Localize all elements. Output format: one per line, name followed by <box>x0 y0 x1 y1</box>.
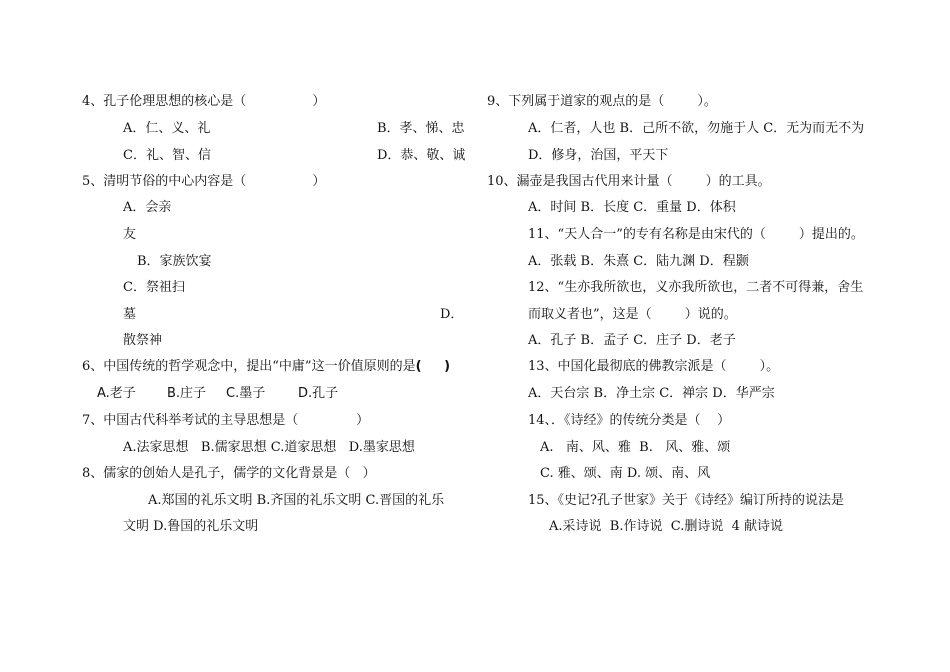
option-a-continued: 友 <box>123 227 137 242</box>
option-d-continued: 散祭神 <box>123 333 163 348</box>
question-8-options-line-1: A.郑国的礼乐文明 B.齐国的礼乐文明 C.晋国的礼乐 <box>148 493 445 508</box>
option-d: D．恭、敬、诚 <box>377 148 466 163</box>
question-5: 5、清明节俗的中心内容是（ ） <box>82 174 326 189</box>
question-9-options-line-1: A．仁者，人也 B．己所不欲，勿施于人 C．无为而无不为 <box>528 121 865 136</box>
question-12-continued: 而取义者也”，这是（ ）说的。 <box>528 307 737 322</box>
question-15: 15、《史记?孔子世家》关于《诗经》编订所持的说法是 <box>528 493 845 508</box>
question-4: 4、孔子伦理思想的核心是（ ） <box>82 94 326 109</box>
question-11: 11、“天人合一”的专有名称是由宋代的（ ）提出的。 <box>528 227 864 242</box>
option-d: D． <box>440 307 464 322</box>
question-11-options: A．张载 B．朱熹 C．陆九渊 D．程颢 <box>528 254 749 269</box>
question-9-options-line-2: D．修身，治国，平天下 <box>528 148 669 163</box>
question-14-options-line-2: C. 雅、颂、南 D. 颂、南、风 <box>540 466 711 481</box>
option-a: A．仁、义、礼 <box>123 121 211 136</box>
answer-paren: ( ) <box>415 359 451 374</box>
question-8: 8、儒家的创始人是孔子，儒学的文化背景是（ ） <box>82 466 376 481</box>
question-7-options: A.法家思想 B.儒家思想 C.道家思想 D.墨家思想 <box>123 440 415 455</box>
question-6 <box>82 358 450 376</box>
option-d: D.孔子 <box>298 386 339 401</box>
option-a: A.老子 <box>97 386 136 401</box>
question-10-options: A．时间 B．长度 C．重量 D．体积 <box>528 200 736 215</box>
option-a: A．会亲 <box>123 200 172 215</box>
question-14-options-line-1: A. 南、风、雅 B. 风、雅、颂 <box>540 440 731 455</box>
option-c: C．祭祖扫 <box>123 280 185 295</box>
question-10: 10、漏壶是我国古代用来计量（ ）的工具。 <box>487 174 771 189</box>
option-b: B．孝、悌、忠 <box>377 121 465 136</box>
question-8-options-line-2: 文明 D.鲁国的礼乐文明 <box>123 519 259 534</box>
option-c-continued: 墓 <box>123 307 137 322</box>
question-12-options: A．孔子 B．孟子 C．庄子 D．老子 <box>528 333 736 348</box>
question-6-text: 6、中国传统的哲学观念中，提出“中庸”这一价值原则的是 <box>82 359 416 374</box>
question-13-options: A．天台宗 B．净土宗 C．禅宗 D．华严宗 <box>528 386 775 401</box>
option-b: B.庄子 <box>167 386 207 401</box>
question-13: 13、中国化最彻底的佛教宗派是（ ）。 <box>528 359 780 374</box>
question-12: 12、“生亦我所欲也，义亦我所欲也，二者不可得兼，舍生 <box>528 280 864 295</box>
question-14: 14、．《诗经》的传统分类是（ ） <box>528 413 731 428</box>
option-b: B．家族饮宴 <box>137 254 212 269</box>
question-15-options: A.采诗说 B.作诗说 C.删诗说 4 献诗说 <box>549 519 784 534</box>
question-9: 9、下列属于道家的观点的是（ ）。 <box>487 94 717 109</box>
option-c: C.墨子 <box>226 386 266 401</box>
option-c: C．礼、智、信 <box>123 148 211 163</box>
question-7: 7、中国古代科举考试的主导思想是（ ） <box>82 413 370 428</box>
